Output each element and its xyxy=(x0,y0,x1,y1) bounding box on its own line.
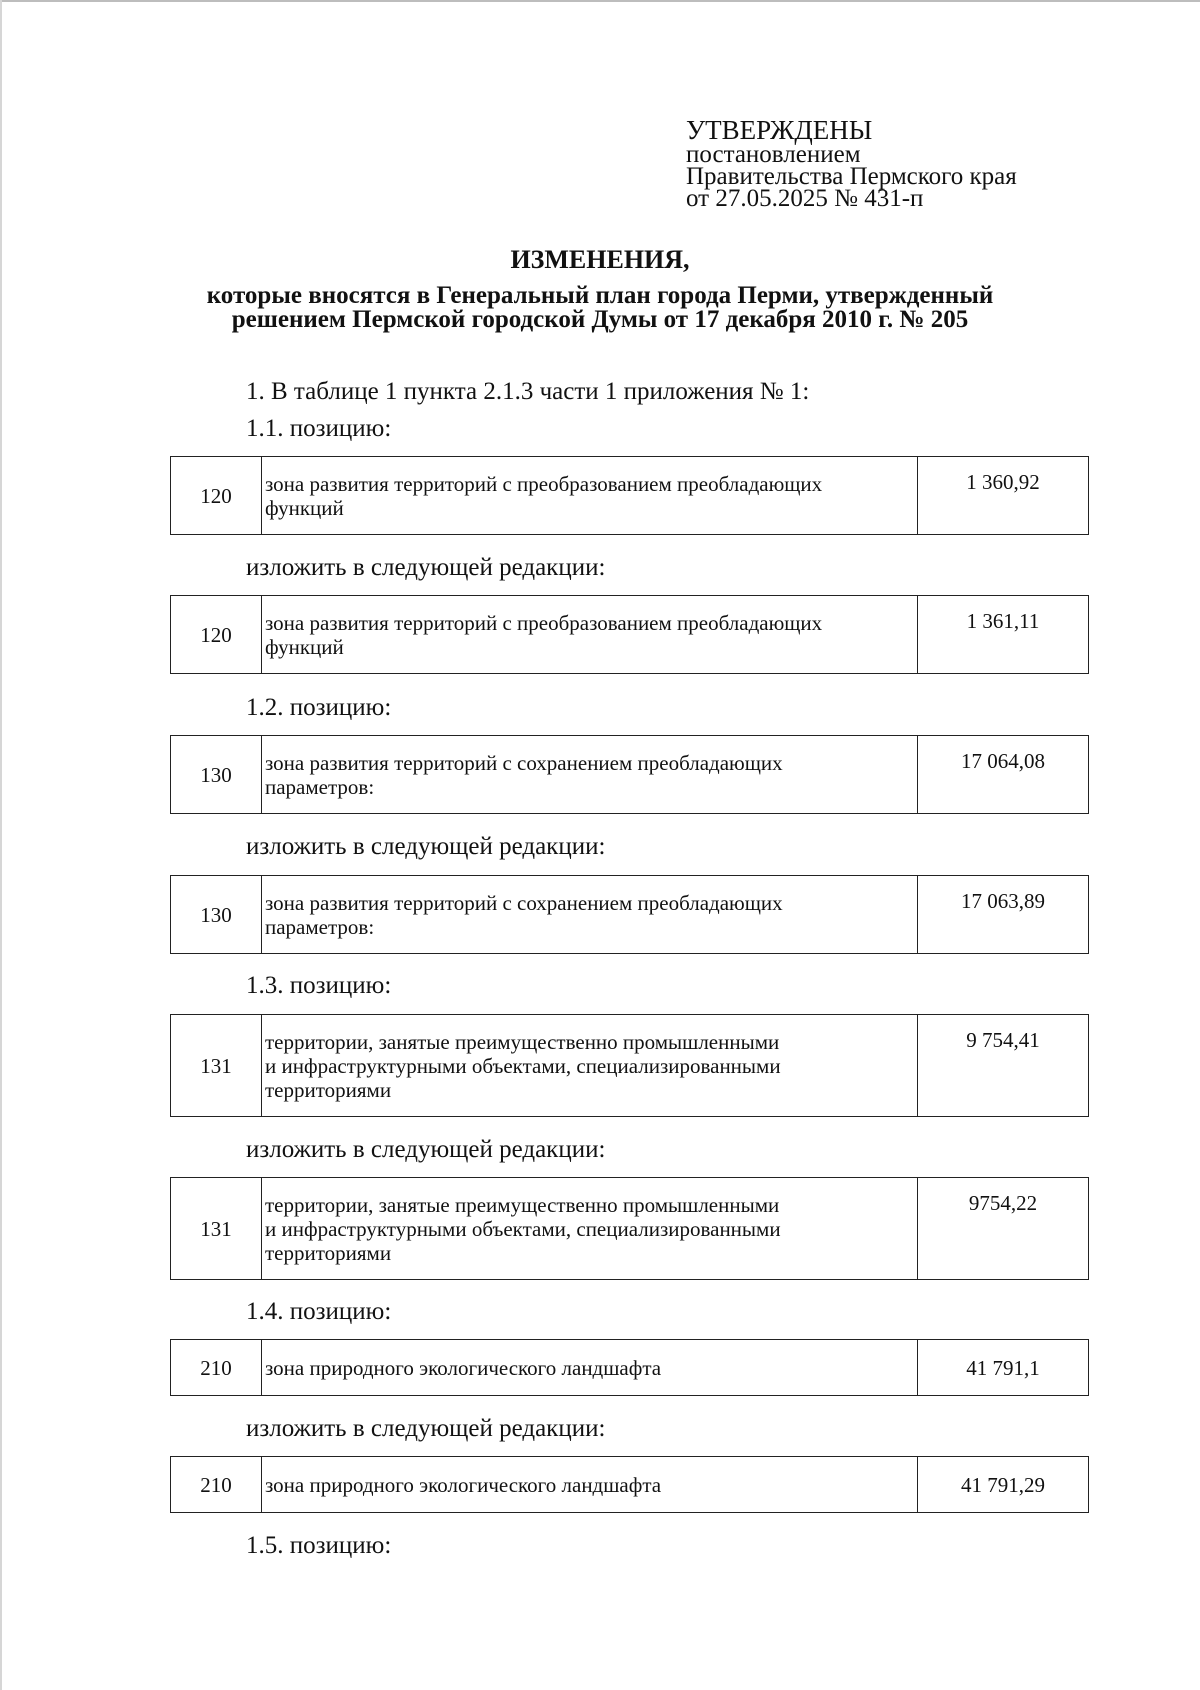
position-number: 120 xyxy=(171,457,262,535)
position-number: 120 xyxy=(171,596,262,674)
position-table-new xyxy=(170,875,1089,954)
description-line: параметров: xyxy=(265,774,375,799)
document-title: ИЗМЕНЕНИЯ, xyxy=(510,245,690,274)
position-table-old xyxy=(170,1339,1089,1396)
approval-line: постановлением xyxy=(686,141,861,168)
position-table-old xyxy=(170,1014,1089,1117)
position-number: 210 xyxy=(171,1457,262,1513)
replace-instruction: изложить в следующей редакции: xyxy=(246,554,606,581)
table-row xyxy=(171,457,1089,535)
description-line: территории, занятые преимущественно промышленными xyxy=(265,1192,780,1217)
position-description xyxy=(262,596,918,674)
description-line: функций xyxy=(265,495,344,520)
position-description xyxy=(262,876,918,954)
subtitle-line: решением Пермской городской Думы от 17 декабря 2010 г. № 205 xyxy=(231,306,969,333)
approval-stamp xyxy=(686,116,1106,210)
description-line: параметров: xyxy=(265,914,375,939)
section-label: 1.1. позицию: xyxy=(246,415,392,442)
approval-heading: УТВЕРЖДЕНЫ xyxy=(686,115,873,145)
position-description xyxy=(262,1457,918,1513)
table-row xyxy=(171,596,1089,674)
description-line: зона природного экологического ландшафта xyxy=(265,1472,662,1497)
position-value: 41 791,29 xyxy=(918,1457,1089,1513)
approval-line: Правительства Пермского края xyxy=(686,163,1017,190)
intro-paragraph: 1. В таблице 1 пункта 2.1.3 части 1 приложения № 1: xyxy=(246,378,810,405)
description-line: зона развития территорий с преобразованием преобладающих xyxy=(265,610,823,635)
description-line: зона природного экологического ландшафта xyxy=(265,1355,662,1380)
position-number: 130 xyxy=(171,736,262,814)
position-description xyxy=(262,1015,918,1117)
description-line: и инфраструктурными объектами, специализированными xyxy=(265,1053,781,1078)
position-value: 1 361,11 xyxy=(918,596,1089,674)
position-table-old xyxy=(170,735,1089,814)
section-label: 1.5. позицию: xyxy=(246,1532,392,1559)
position-value: 1 360,92 xyxy=(918,457,1089,535)
subtitle-line: которые вносятся в Генеральный план города Перми, утвержденный xyxy=(206,282,994,309)
replace-instruction: изложить в следующей редакции: xyxy=(246,1136,606,1163)
position-value: 17 064,08 xyxy=(918,736,1089,814)
position-number: 130 xyxy=(171,876,262,954)
description-line: территории, занятые преимущественно промышленными xyxy=(265,1029,780,1054)
description-line: и инфраструктурными объектами, специализированными xyxy=(265,1216,781,1241)
table-row xyxy=(171,1457,1089,1513)
position-number: 210 xyxy=(171,1340,262,1396)
position-value: 17 063,89 xyxy=(918,876,1089,954)
section-label: 1.2. позицию: xyxy=(246,694,392,721)
description-line: территориями xyxy=(265,1077,392,1102)
table-row xyxy=(171,736,1089,814)
position-value: 41 791,1 xyxy=(918,1340,1089,1396)
position-value: 9754,22 xyxy=(918,1178,1089,1280)
description-line: территориями xyxy=(265,1240,392,1265)
section-label: 1.4. позицию: xyxy=(246,1298,392,1325)
table-row xyxy=(171,1340,1089,1396)
table-row xyxy=(171,876,1089,954)
description-line: функций xyxy=(265,634,344,659)
table-row xyxy=(171,1015,1089,1117)
position-description xyxy=(262,457,918,535)
replace-instruction: изложить в следующей редакции: xyxy=(246,833,606,860)
position-table-new xyxy=(170,595,1089,674)
section-label: 1.3. позицию: xyxy=(246,972,392,999)
position-table-new xyxy=(170,1177,1089,1280)
description-line: зона развития территорий с сохранением преобладающих xyxy=(265,750,783,775)
position-table-old xyxy=(170,456,1089,535)
position-description xyxy=(262,736,918,814)
table-row xyxy=(171,1178,1089,1280)
document-subtitle xyxy=(0,284,1200,332)
position-description xyxy=(262,1178,918,1280)
position-number: 131 xyxy=(171,1015,262,1117)
position-value: 9 754,41 xyxy=(918,1015,1089,1117)
approval-date-line: от 27.05.2025 № 431-п xyxy=(686,185,924,212)
position-number: 131 xyxy=(171,1178,262,1280)
position-description xyxy=(262,1340,918,1396)
replace-instruction: изложить в следующей редакции: xyxy=(246,1415,606,1442)
scan-top-edge xyxy=(0,0,1200,2)
description-line: зона развития территорий с преобразованием преобладающих xyxy=(265,471,823,496)
position-table-new xyxy=(170,1456,1089,1513)
description-line: зона развития территорий с сохранением преобладающих xyxy=(265,890,783,915)
